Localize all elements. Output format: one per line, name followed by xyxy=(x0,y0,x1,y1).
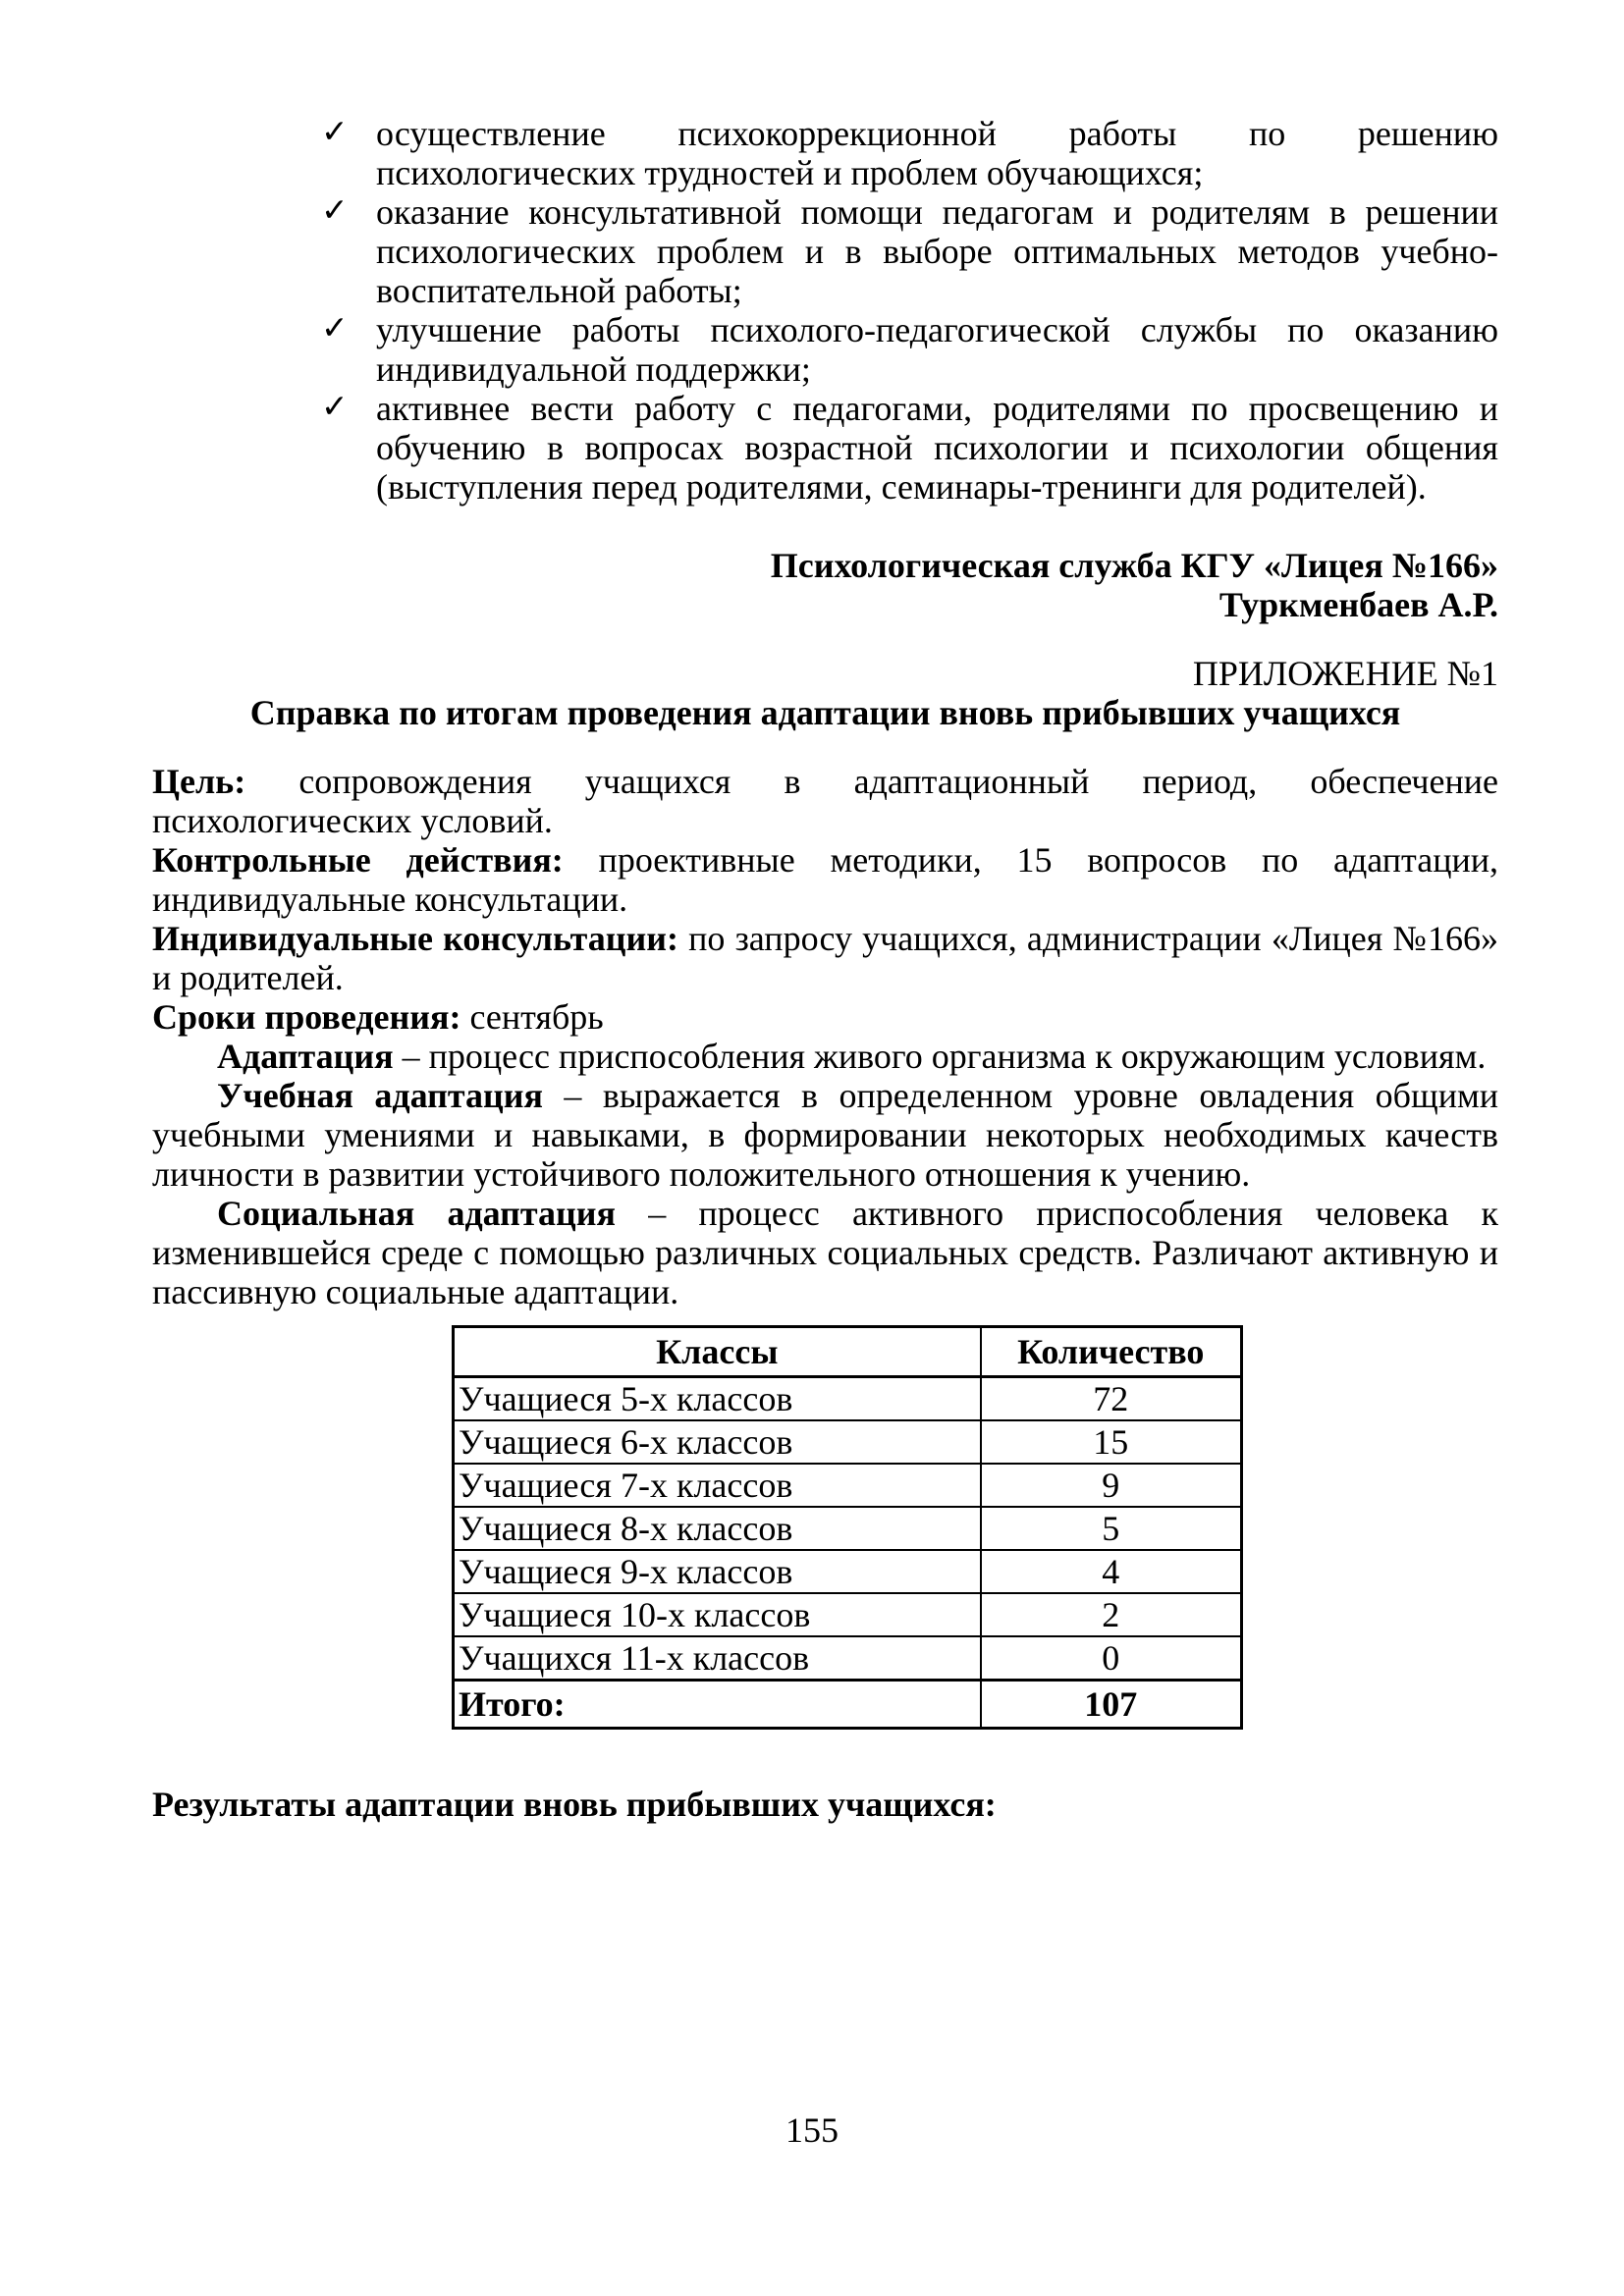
paragraph-goal xyxy=(152,762,1498,840)
paragraph-goal-lead: Цель: xyxy=(152,762,246,801)
signature-org: Психологическая служба КГУ «Лицея №166» xyxy=(770,546,1498,585)
header-classes: Классы xyxy=(454,1327,981,1377)
count-cell: 72 xyxy=(981,1377,1242,1421)
checkmark-icon: ✓ xyxy=(321,190,349,229)
count-cell: 5 xyxy=(981,1507,1242,1550)
bullet-list xyxy=(152,114,1498,507)
paragraph-social-adaptation xyxy=(152,1194,1498,1311)
count-cell: 15 xyxy=(981,1420,1242,1464)
paragraph-individual-consultations-lead: Индивидуальные консультации: xyxy=(152,919,678,958)
paragraph-adaptation-definition-lead: Адаптация xyxy=(217,1037,394,1076)
table-row xyxy=(454,1507,1242,1550)
paragraph-individual-consultations xyxy=(152,919,1498,997)
paragraph-educational-adaptation-text: – выражается в определенном уровне овладения общими учебными умениями и навыками, в формировании некоторых необходимых качеств личности в развитии устойчивого положительного отношения к учению. xyxy=(152,1076,1498,1194)
page-number: 155 xyxy=(785,2110,839,2150)
paragraph-control-actions xyxy=(152,840,1498,919)
paragraph-adaptation-definition-text: – процесс приспособления живого организма к окружающим условиям. xyxy=(393,1037,1487,1076)
appendix-label: ПРИЛОЖЕНИЕ №1 xyxy=(1192,654,1498,693)
class-label-cell: Учащиеся 5-х классов xyxy=(454,1377,981,1421)
results-heading: Результаты адаптации вновь прибывших учащихся: xyxy=(152,1785,997,1824)
bullet-text: осуществление психокоррекционной работы по решению психологических трудностей и проблем обучающихся; xyxy=(376,114,1498,192)
paragraph-adaptation-definition xyxy=(152,1037,1498,1076)
count-cell: 0 xyxy=(981,1636,1242,1681)
bullet-item xyxy=(152,114,1498,192)
paragraph-control-actions-text: проективные методики, 15 вопросов по адаптации, индивидуальные консультации. xyxy=(152,840,1498,919)
bullet-item xyxy=(152,389,1498,507)
paragraph-timing-text: сентябрь xyxy=(460,997,604,1037)
class-label-cell: Учащиеся 10-х классов xyxy=(454,1593,981,1636)
classes-table xyxy=(452,1325,1243,1730)
table-row xyxy=(454,1464,1242,1507)
paragraph-timing-lead: Сроки проведения: xyxy=(152,997,461,1037)
total-value-cell: 107 xyxy=(981,1681,1242,1729)
paragraph-goal-text: сопровождения учащихся в адаптационный период, обеспечение психологических условий. xyxy=(152,762,1498,840)
count-cell: 9 xyxy=(981,1464,1242,1507)
class-label-cell: Учащиеся 7-х классов xyxy=(454,1464,981,1507)
document-title: Справка по итогам проведения адаптации вновь прибывших учащихся xyxy=(249,693,1401,732)
table-header-row xyxy=(454,1327,1242,1377)
count-cell: 2 xyxy=(981,1593,1242,1636)
class-label-cell: Учащиеся 9-х классов xyxy=(454,1550,981,1593)
body-text xyxy=(152,762,1498,1311)
bullet-text: активнее вести работу с педагогами, родителями по просвещению и обучению в вопросах возрастной психологии и психологии общения (выступления перед родителями, семинары-тренинги для родителей). xyxy=(376,389,1498,507)
paragraph-timing xyxy=(152,997,1498,1037)
paragraph-educational-adaptation-lead: Учебная адаптация xyxy=(217,1076,543,1115)
bullet-text: оказание консультативной помощи педагогам и родителям в решении психологических проблем и в выборе оптимальных методов учебно-воспитательной работы; xyxy=(376,192,1498,310)
total-label-cell: Итого: xyxy=(454,1681,981,1729)
signature-block xyxy=(152,546,1498,624)
paragraph-individual-consultations-text: по запросу учащихся, администрации «Лицея №166» и родителей. xyxy=(152,919,1498,997)
bullet-item xyxy=(152,310,1498,389)
class-label-cell: Учащиеся 8-х классов xyxy=(454,1507,981,1550)
table-row xyxy=(454,1377,1242,1421)
class-label-cell: Учащихся 11-х классов xyxy=(454,1636,981,1681)
paragraph-control-actions-lead: Контрольные действия: xyxy=(152,840,564,880)
bullet-text: улучшение работы психолого-педагогической службы по оказанию индивидуальной поддержки; xyxy=(376,310,1498,389)
paragraph-social-adaptation-lead: Социальная адаптация xyxy=(217,1194,617,1233)
header-quantity: Количество xyxy=(981,1327,1242,1377)
class-label-cell: Учащиеся 6-х классов xyxy=(454,1420,981,1464)
checkmark-icon: ✓ xyxy=(321,387,349,425)
table-row xyxy=(454,1636,1242,1681)
total-row xyxy=(454,1681,1242,1729)
table-row xyxy=(454,1593,1242,1636)
count-cell: 4 xyxy=(981,1550,1242,1593)
table-row xyxy=(454,1550,1242,1593)
checkmark-icon: ✓ xyxy=(321,112,349,150)
checkmark-icon: ✓ xyxy=(321,308,349,347)
paragraph-educational-adaptation xyxy=(152,1076,1498,1194)
paragraph-social-adaptation-text: – процесс активного приспособления человека к изменившейся среде с помощью различных социальных средств. Различают активную и пассивную социальные адаптации. xyxy=(152,1194,1498,1311)
table-row xyxy=(454,1420,1242,1464)
bullet-item xyxy=(152,192,1498,310)
signature-name: Туркменбаев А.Р. xyxy=(1218,585,1498,624)
